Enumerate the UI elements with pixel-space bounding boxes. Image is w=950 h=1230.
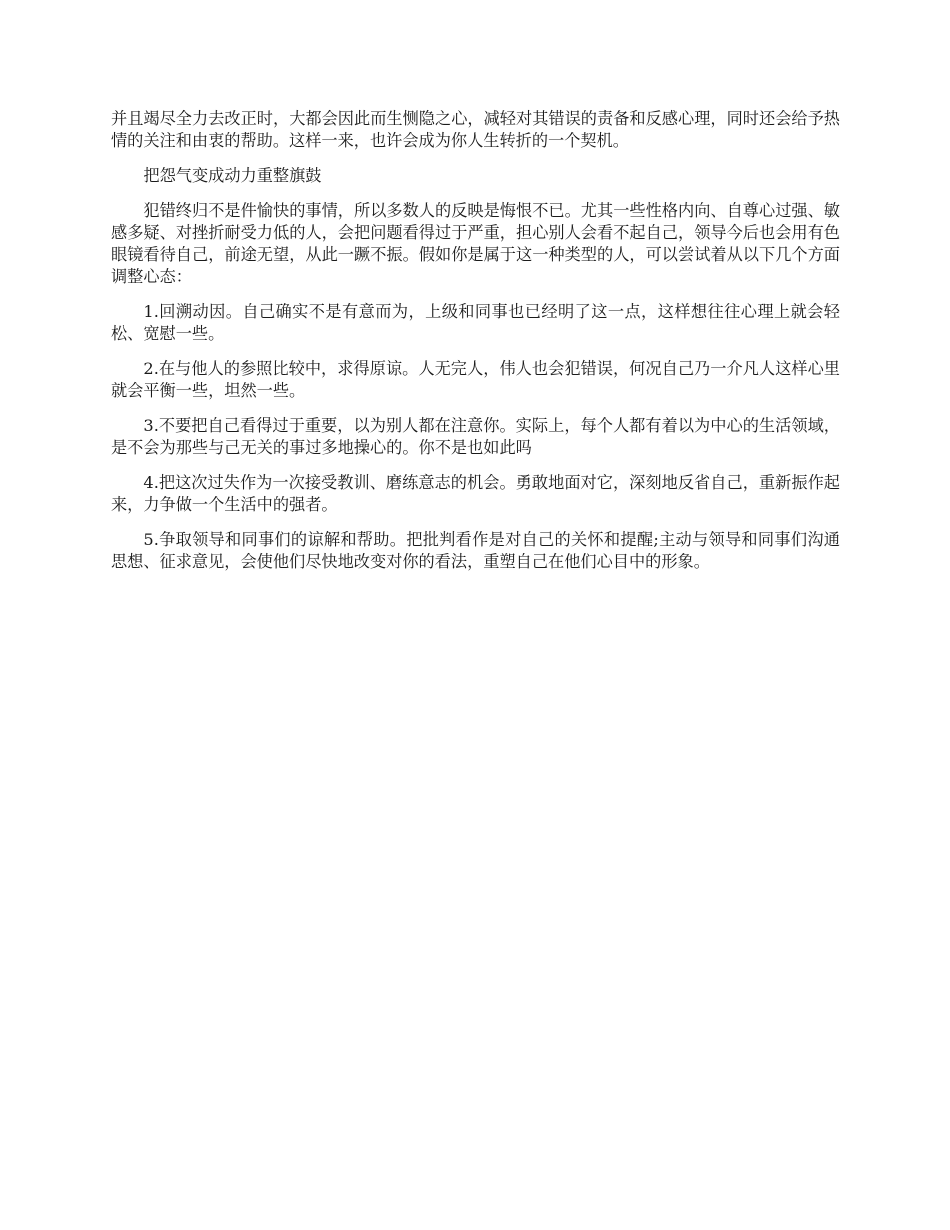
section-heading: 把怨气变成动力重整旗鼓 [143, 166, 322, 185]
paragraph-intro: 犯错终归不是件愉快的事情，所以多数人的反映是悔恨不已。尤其一些性格内向、自尊心过强、敏感多疑、对挫折耐受力低的人，会把问题看得过于严重，担心别人会看不起自己，领导今后也会用有色眼镜看待自己，前途无望，从此一蹶不振。假如你是属于这一种类型的人，可以尝试着从以下几个方面调整心态： [111, 201, 840, 286]
paragraph-continuation: 并且竭尽全力去改正时，大都会因此而生恻隐之心，减轻对其错误的责备和反感心理，同时还会给予热情的关注和由衷的帮助。这样一来，也许会成为你人生转折的一个契机。 [111, 109, 840, 150]
list-item-3: 3.不要把自己看得过于重要，以为别人都在注意你。实际上，每个人都有着以为中心的生活领域，是不会为那些与己无关的事过多地操心的。你不是也如此吗 [111, 416, 840, 457]
list-item-4: 4.把这次过失作为一次接受教训、磨练意志的机会。勇敢地面对它，深刻地反省自己，重新振作起来，力争做一个生活中的强者。 [111, 473, 840, 514]
list-item-5: 5.争取领导和同事们的谅解和帮助。把批判看作是对自己的关怀和提醒;主动与领导和同事们沟通思想、征求意见，会使他们尽快地改变对你的看法，重塑自己在他们心目中的形象。 [111, 530, 840, 571]
list-item-1: 1.回溯动因。自己确实不是有意而为，上级和同事也已经明了这一点，这样想往往心理上就会轻松、宽慰一些。 [111, 302, 840, 343]
list-item-2: 2.在与他人的参照比较中，求得原谅。人无完人，伟人也会犯错误，何况自己乃一介凡人这样心里就会平衡一些，坦然一些。 [111, 359, 840, 400]
document-body [111, 108, 840, 586]
